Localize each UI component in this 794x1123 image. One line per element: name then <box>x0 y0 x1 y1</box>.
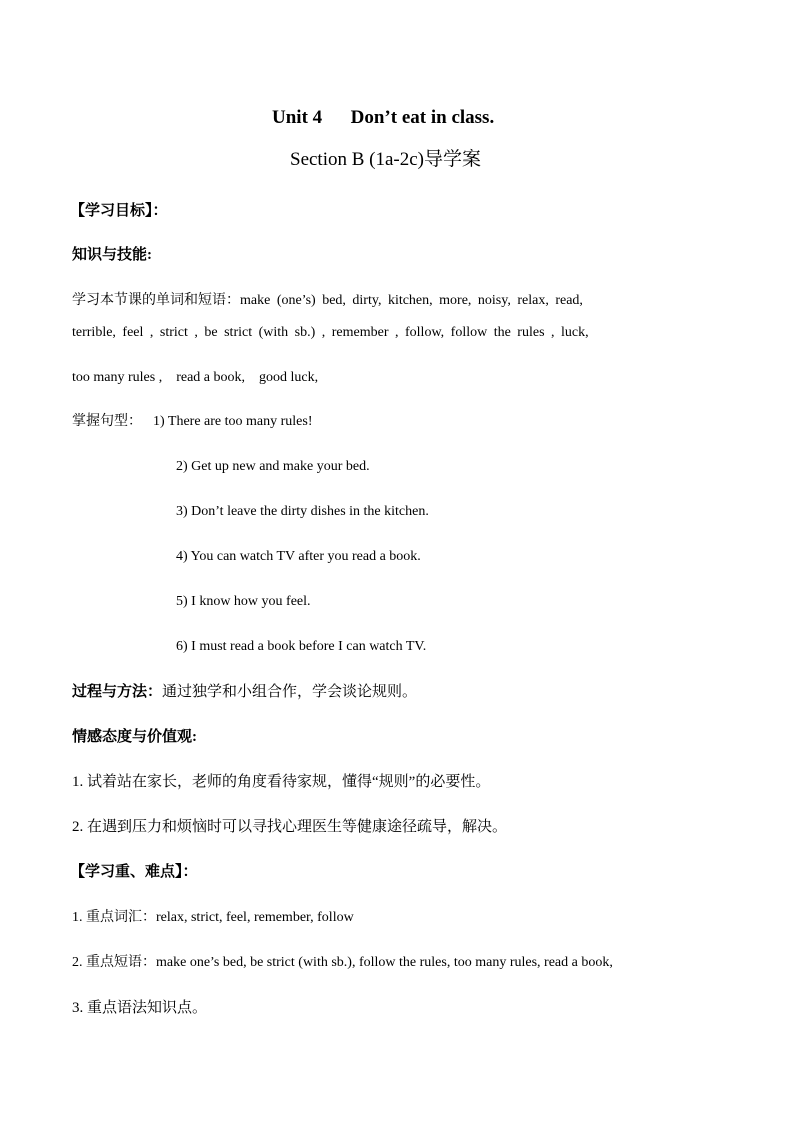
sentences-label: 掌握句型： <box>72 414 142 429</box>
process-label: 过程与方法： <box>72 684 163 700</box>
sentence-item: 6) I must read a book before I can watch TV. <box>176 639 427 654</box>
sentence-item: 4) You can watch TV after you read a book. <box>176 549 421 564</box>
knowledge-heading: 知识与技能: <box>72 247 152 263</box>
key-item: 3. 重点语法知识点。 <box>72 1000 208 1016</box>
emotion-item: 1. 试着站在家长，老师的角度看待家规，懂得“规则”的必要性。 <box>72 774 491 790</box>
document-subtitle: Section B (1a-2c)导学案 <box>290 149 482 170</box>
vocab-line-1: 学习本节课的单词和短语：make (one’s) bed, dirty, kitchen, more, noisy, relax, read, <box>72 293 583 308</box>
process-line <box>72 683 417 701</box>
emotion-heading: 情感态度与价值观: <box>72 729 197 745</box>
key-item: 2. 重点短语：make one’s bed, be strict (with sb.), follow the rules, too many rules, read a book, <box>72 955 613 970</box>
key-item: 1. 重点词汇：relax, strict, feel, remember, follow <box>72 910 354 925</box>
vocab-line-3: too many rules , read a book, good luck, <box>72 370 319 385</box>
emotion-item: 2. 在遇到压力和烦恼时可以寻找心理医生等健康途径疏导，解决。 <box>72 819 508 835</box>
key-heading: 【学习重、难点】： <box>70 864 198 880</box>
process-text: 通过独学和小组合作，学会谈论规则。 <box>162 684 418 700</box>
sentence-item: 5) I know how you feel. <box>176 594 311 609</box>
vocab-line-2: terrible, feel , strict , be strict (with sb.) , remember , follow, follow the rules , luck, <box>72 325 589 340</box>
objectives-heading: 【学习目标】： <box>70 203 168 219</box>
sentence-item: 2) Get up new and make your bed. <box>176 459 370 474</box>
sentence-item: 1) There are too many rules! <box>153 414 313 429</box>
document-title: Unit 4 Don’t eat in class. <box>272 107 495 128</box>
sentence-item: 3) Don’t leave the dirty dishes in the kitchen. <box>176 504 429 519</box>
